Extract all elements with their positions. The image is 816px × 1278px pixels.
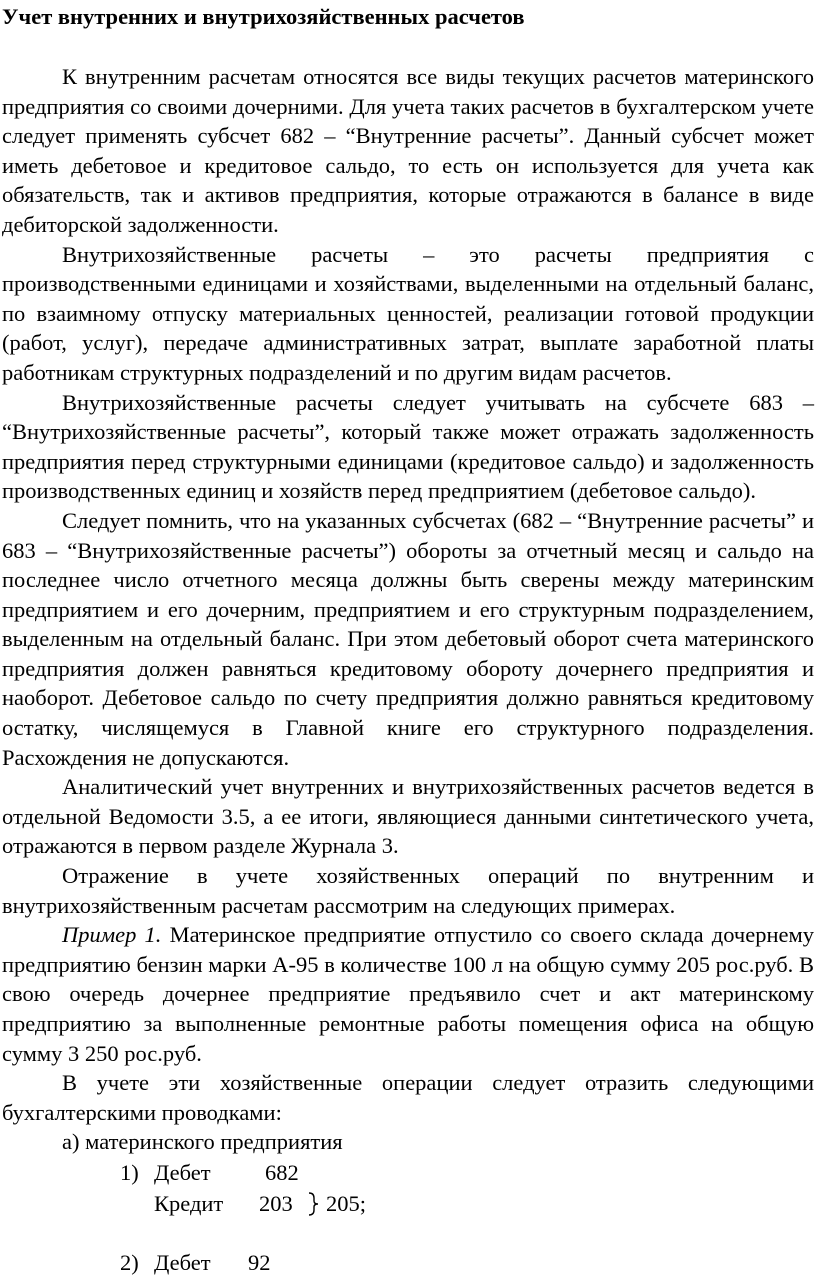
entries-spacer [2,1219,814,1247]
entry-2-debit-row [2,1247,814,1278]
paragraph-analytical-accounting: Аналитический учет внутренних и внутрихозяйственных расчетов ведется в отдельной Ведомости 3.5, а ее итоги, являющиеся данными синтетического учета, отражаются в первом разделе Журнала 3. [2,774,814,859]
debit-account: 682 [265,1159,299,1185]
credit-label: Кредит [154,1190,224,1216]
entry-number: 2) [120,1249,139,1275]
example-text: Материнское предприятие отпустило со своего склада дочернему предприятию бензин марки А-95 в количестве 100 л на общую сумму 205 рос.руб. В свою очередь дочернее предприятие предъявило счет и акт материнскому предприятию за выполненные ремонтные работы помещения офиса на общую сумму 3 250 рос.руб. [2,922,814,1066]
paragraph-subaccount-683: Внутрихозяйственные расчеты следует учитывать на субсчете 683 – “Внутрихозяйственные расчеты”, который также может отражать задолженность предприятия перед структурными единицами (кредитовое сальдо) и задолженность производственных единиц и хозяйств перед предприятием (дебетовое сальдо). [2,389,814,504]
document-page [2,2,814,1278]
debit-label: Дебет [154,1159,211,1185]
title-spacer [2,32,814,62]
accounting-entries [2,1157,814,1278]
subheading-parent-company: а) материнского предприятия [62,1129,343,1155]
paragraph-reconciliation: Следует помнить, что на указанных субсчетах (682 – “Внутренние расчеты” и 683 – “Внутрихозяйственные расчеты”) обороты за отчетный месяц и сальдо на последнее число отчетного месяца должны быть сверены между материнским предприятием и его дочерним, предприятием и его структурным подразделением, выделенным на отдельный баланс. При этом дебетовый оборот счета материнского предприятия должен равняться кредитовому обороту дочернего предприятия и наоборот. Дебетовое сальдо по счету предприятия должно равняться кредитовому остатку, числящемуся в Главной книге его структурного подразделения. Расхождения не допускаются. [2,507,814,770]
entry-1-credit-row [2,1188,814,1219]
document-title: Учет внутренних и внутрихозяйственных расчетов [2,4,525,29]
paragraph-postings-intro: В учете эти хозяйственные операции следует отразить следующими бухгалтерскими проводками: [2,1070,814,1125]
curly-brace-icon [306,1192,320,1216]
debit-label: Дебет [154,1249,211,1275]
debit-account: 92 [248,1249,271,1275]
paragraph-example-1 [2,920,814,1068]
paragraph-examples-intro: Отражение в учете хозяйственных операций по внутренним и внутрихозяйственным расчетам рассмотрим на следующих примерах. [2,863,814,918]
entry-amount: 205; [326,1190,367,1216]
paragraph-intra-economic-definition: Внутрихозяйственные расчеты – это расчеты предприятия с производственными единицами и хозяйствами, выделенными на отдельный баланс, по взаимному отпуску материальных ценностей, реализации готовой продукции (работ, услуг), передаче административных затрат, выплате заработной платы работникам структурных подразделений и по другим видам расчетов. [2,241,814,385]
entry-number: 1) [120,1159,139,1185]
credit-account: 203 [259,1190,293,1216]
paragraph-internal-settlements: К внутренним расчетам относятся все виды текущих расчетов материнского предприятия со своими дочерними. Для учета таких расчетов в бухгалтерском учете следует применять субсчет 682 – “Внутренние расчеты”. Данный субсчет может иметь дебетовое и кредитовое сальдо, то есть он используется для учета как обязательств, так и активов предприятия, которые отражаются в балансе в виде дебиторской задолженности. [2,64,814,237]
entry-1-debit-row [2,1157,814,1188]
example-label: Пример 1. [62,922,162,948]
